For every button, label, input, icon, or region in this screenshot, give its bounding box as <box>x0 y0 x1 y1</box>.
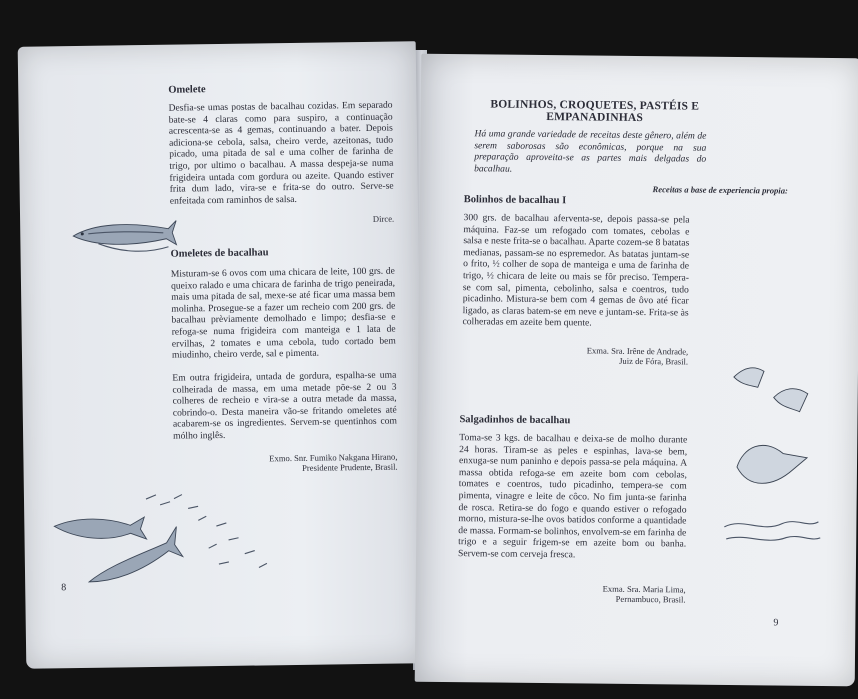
recipe-signature: Exma. Sra. Irêne de Andrade, <box>586 345 689 357</box>
recipe-title: Omelete <box>168 84 206 96</box>
flying-ducks-icon <box>722 357 824 558</box>
recipe-title: Bolinhos de bacalhau I <box>463 194 567 207</box>
recipe-title: Salgadinhos de bacalhau <box>459 414 571 427</box>
section-heading: EMPANADINHAS <box>546 111 644 125</box>
recipe-signature: Pernambuco, Brasil. <box>615 593 686 605</box>
page-number: 9 <box>773 617 779 629</box>
left-page <box>18 41 425 668</box>
recipe-signature: Presidente Prudente, Brasil. <box>302 461 398 473</box>
recipe-signature: Juiz de Fóra, Brasil. <box>619 355 689 367</box>
recipe-text: 300 grs. de bacalhau aferventa-se, depois passa-se pela máquina. Faz-se um refogado com tomates, cebolas e salsa e neste frita-se o bacalhau. Aparte cozem-se 8 batatas medianas, passam-se no espremedor. As batatas juntam-se o frito, ½ colher de sopa de manteiga e uma de farinha de trigo, ½ chicara de leite ou mais se fôr preciso. Tempera-se com sal, pimenta, cebolinho, salsa e coentros, tudo picadinho. Mistura-se bem com 4 gemas de ôvo até ficar ligado, as claras batem-se em neve e juntam-se. Frita-se às colheradas em azeite bem quente. <box>462 212 690 329</box>
recipe-title: Omeletes de bacalhau <box>170 247 269 260</box>
section-heading: BOLINHOS, CROQUETES, PASTÉIS E <box>490 98 700 113</box>
recipe-signature: Dirce. <box>372 213 395 224</box>
fish-sketch-icon <box>68 213 179 261</box>
section-subheading: Receitas a base de experiencia propia: <box>652 184 788 196</box>
recipe-text: Toma-se 3 kgs. de bacalhau e deixa-se de molho durante 24 horas. Tiram-se as peles e espinhas, lava-se bem, enxuga-se num paninho e depois passa-se pela máquina. A massa obtida refoga-se em azeite bom com cebolas, tomates e coentros, tudo picadinho, tempera-se com pimenta, vinagre e leite de côco. No fim junta-se farinha de rosca. Retira-se do fogo e quando estiver o refogado morno, mistura-se-lhe ovos batidos conforme a quantidade de massa. Formam-se bolinhos, envolvem-se em farinha de trigo e a seguir frigem-se em azeite bom ou banha. Servem-se com cerveja fresca. <box>458 432 688 561</box>
recipe-text: Em outra frigideira, untada de gordura, espalha-se uma colheirada de massa, em uma metade põe-se 2 ou 3 colheres de recheio e vira-se a outra metade da massa, cobrindo-o. Desta maneira vão-se fritando omeletes até acabarem-se os ingredientes. Servem-se quentinhos com mólho inglês. <box>172 369 398 442</box>
swimming-fish-icon <box>48 483 280 596</box>
right-page <box>415 54 858 687</box>
recipe-signature: Exmo. Snr. Fumiko Nakgana Hirano, <box>269 451 398 464</box>
recipe-signature: Exma. Sra. Maria Lima, <box>602 583 686 595</box>
recipe-text: Desfia-se umas postas de bacalhau cozidas. Em separado bate-se 4 claras como para suspiro, a continuação acrescenta-se as 4 gemas, continuando a bater. Depois adiciona-se cebola, salsa, cheiro verde, azeitonas, tudo picado, uma pitada de sal e uma colher de farinha de trigo, por ultimo o bacalhau. A massa despeja-se numa frigideira untada com gordura ou azeite. Quando estiver frita dum lado, vira-se e frita-se do outro. Serve-se enfeitada com raminhos de salsa. <box>168 99 394 207</box>
recipe-text: Misturam-se 6 ovos com uma chicara de leite, 100 grs. de queixo ralado e uma chicara de farinha de trigo peneirada, mais uma pitada de sal, mexe-se até ficar uma massa bem molinha. Prosegue-se a fazer um recheio com 200 grs. de bacalhau prèviamente demolhado e limpo; desfia-se e refoga-se numa frigideira com manteiga e 1 lata de ervilhas, 2 tomates e uma cebola, tudo cortado bem miudinho, cheiro verde, sal e pimenta. <box>170 265 396 361</box>
page-number: 8 <box>61 582 67 594</box>
section-intro: Há uma grande variedade de receitas deste gênero, além de serem saborosas são econômicas, porque na sua preparação aproveita-se as partes mais delgadas do bacalhau. <box>474 128 707 175</box>
